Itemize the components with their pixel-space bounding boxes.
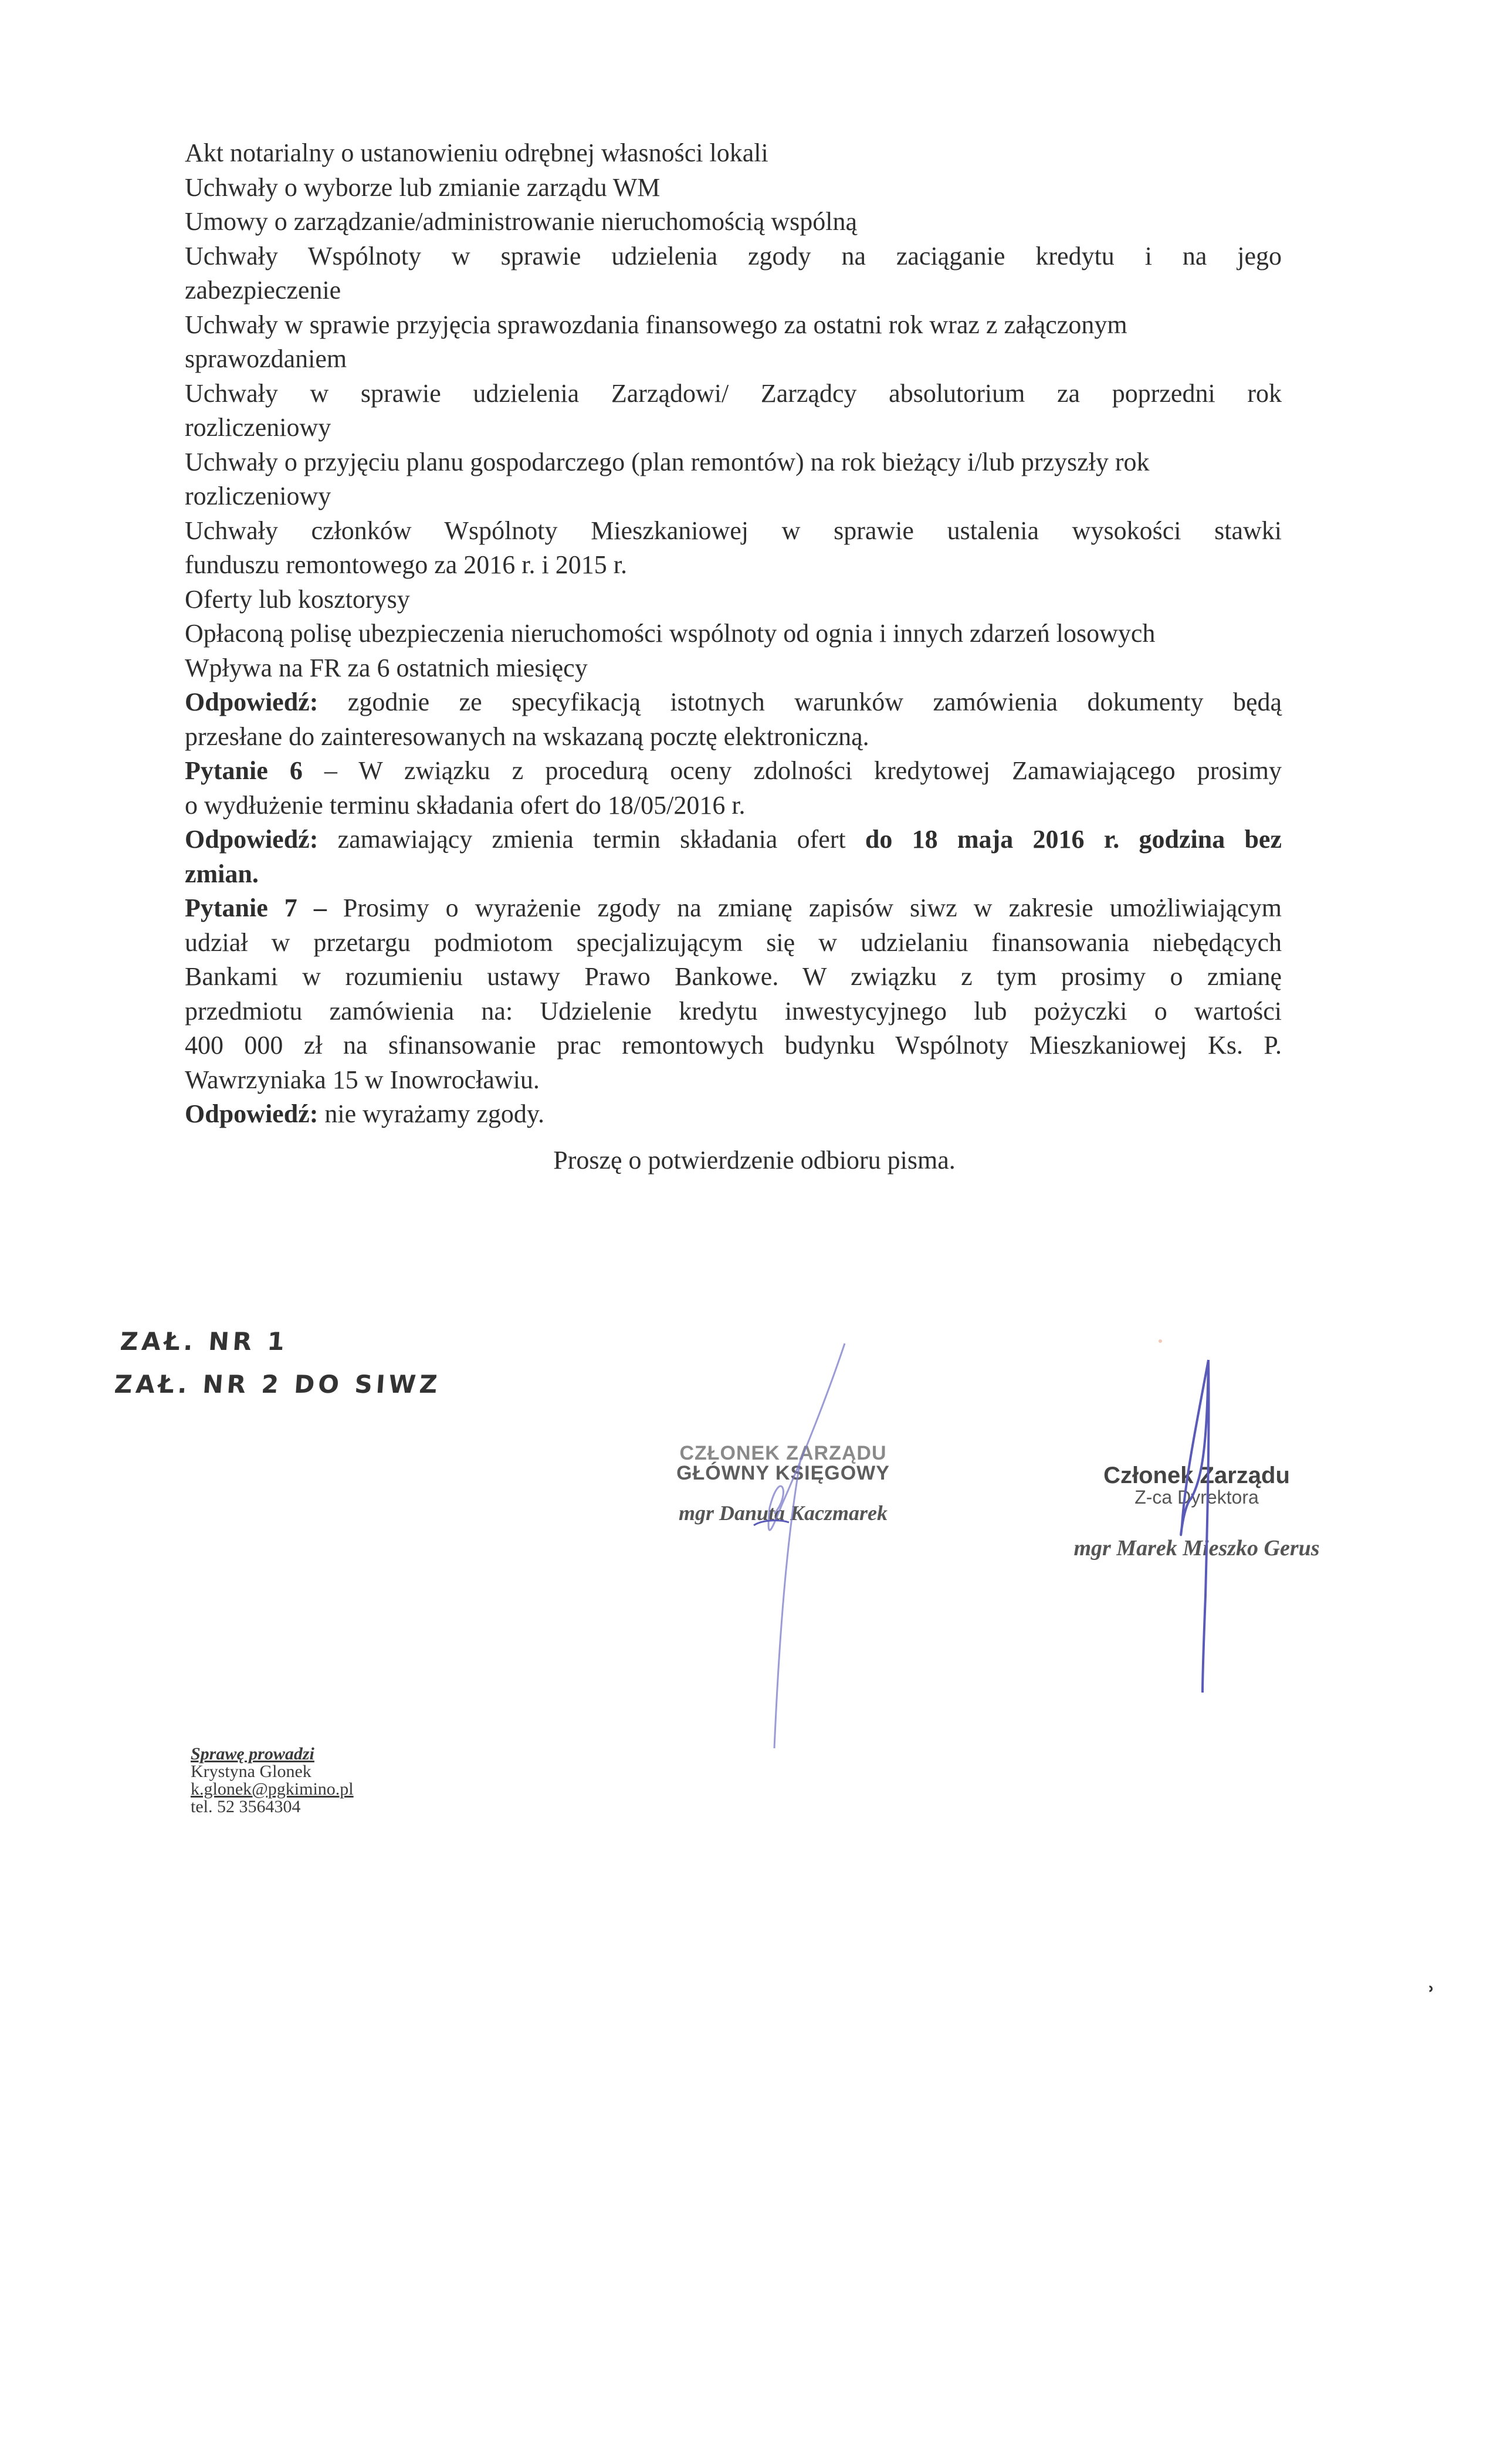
question-text: Prosimy o wyrażenie zgody na zmianę zapisów siwz w zakresie umożliwiającym [326, 893, 1282, 922]
stamp-title: CZŁONEK ZARZĄDU [679, 1442, 887, 1464]
question-7-line: Bankami w rozumieniu ustawy Prawo Bankowe. W związku z tym prosimy o zmianę [185, 962, 1282, 991]
answer-label: Odpowiedź: [185, 825, 319, 854]
requirement-item: Umowy o zarządzanie/administrowanie nieruchomością wspólną [185, 207, 858, 236]
closing-line [0, 1145, 1497, 1175]
answer-deadline: do 18 maja 2016 r. godzina bez [865, 825, 1282, 854]
requirement-item-continued: sprawozdaniem [185, 344, 347, 373]
requirement-item: Uchwały o przyjęciu planu gospodarczego (plan remontów) na rok bieżący i/lub przyszły rok [185, 447, 1150, 476]
stamp-subtitle: Z-ca Dyrektora [1134, 1487, 1259, 1508]
question-6 [185, 754, 1282, 788]
document-body [185, 136, 1282, 1132]
question-7-line: 400 000 zł na sfinansowanie prac remontowych budynku Wspólnoty Mieszkaniowej Ks. P. [185, 1031, 1282, 1060]
answer-5-continued: przesłane do zainteresowanych na wskazaną pocztę elektroniczną. [185, 722, 869, 751]
requirement-item-continued: funduszu remontowego za 2016 r. i 2015 r. [185, 550, 627, 579]
contact-name: Krystyna Glonek [191, 1762, 311, 1781]
requirement-item: Uchwały o wyborze lub zmianie zarządu WM [185, 172, 661, 202]
question-7-line: przedmiotu zamówienia na: Udzielenie kredytu inwestycyjnego lub pożyczki o wartości [185, 996, 1282, 1025]
question-7 [185, 891, 1282, 926]
requirement-item: Wpływa na FR za 6 ostatnich miesięcy [185, 653, 588, 682]
contact-phone: tel. 52 3564304 [191, 1797, 301, 1816]
requirement-item: Uchwały Wspólnoty w sprawie udzielenia zgody na zaciąganie kredytu i na jego [185, 241, 1282, 270]
handwritten-note: ZAŁ. NR 2 DO SIWZ [113, 1370, 442, 1399]
answer-text: zamawiający zmienia termin składania ofert [318, 825, 865, 854]
contact-title: Sprawę prowadzi [191, 1744, 314, 1764]
question-label: Pytanie 7 – [185, 893, 327, 922]
contact-email[interactable]: k.glonek@pgkimino.pl [191, 1779, 354, 1799]
question-6-continued: o wydłużenie terminu składania ofert do 18/05/2016 r. [185, 790, 746, 820]
requirement-item: Opłaconą polisę ubezpieczenia nieruchomości wspólnoty od ognia i innych zdarzeń losowych [185, 619, 1156, 648]
requirement-item: Uchwały w sprawie przyjęcia sprawozdania finansowego za ostatni rok wraz z załączonym [185, 310, 1127, 339]
requirement-item-continued: zabezpieczenie [185, 276, 341, 304]
stamp-title: Członek Zarządu [1103, 1463, 1290, 1488]
stamp-name: mgr Danuta Kaczmarek [678, 1501, 888, 1525]
question-text: – W związku z procedurą oceny zdolności kredytowej Zamawiającego prosimy [302, 756, 1282, 785]
requirement-item-continued: rozliczeniowy [185, 482, 331, 510]
requirement-item: Uchwały w sprawie udzielenia Zarządowi/ Zarządcy absolutorium za poprzedni rok [185, 378, 1282, 408]
answer-7 [185, 1097, 1282, 1132]
handwritten-note: ZAŁ. NR 1 [119, 1327, 289, 1356]
answer-6-continued: zmian. [185, 859, 259, 888]
answer-label: Odpowiedź: [185, 688, 319, 716]
stamp-subtitle: GŁÓWNY KSIĘGOWY [676, 1462, 890, 1484]
answer-text: nie wyrażamy zgody. [318, 1099, 545, 1128]
requirement-item-continued: rozliczeniowy [185, 413, 331, 442]
scan-speck [1159, 1339, 1162, 1343]
question-7-line: udział w przetargu podmiotom specjalizującym się w udzielaniu finansowania niebędących [185, 928, 1282, 957]
requirement-item: Uchwały członków Wspólnoty Mieszkaniowej w sprawie ustalenia wysokości stawki [185, 516, 1282, 545]
requirement-item: Oferty lub kosztorysy [185, 584, 410, 614]
contact-block [191, 1745, 354, 1816]
answer-5 [185, 685, 1282, 720]
answer-6 [185, 823, 1282, 857]
answer-label: Odpowiedź: [185, 1099, 319, 1128]
requirement-item: Akt notarialny o ustanowieniu odrębnej własności lokali [185, 138, 768, 167]
corner-mark: ʾ [1427, 1982, 1435, 2009]
question-label: Pytanie 6 [185, 756, 303, 785]
stamp-name: mgr Marek Mieszko Gerus [1073, 1536, 1320, 1561]
stamp-deputy-director [1050, 1464, 1343, 1561]
closing-text: Proszę o potwierdzenie odbioru pisma. [553, 1146, 956, 1175]
stamp-chief-accountant [657, 1443, 909, 1525]
signature-left [768, 1343, 845, 1748]
question-7-line: Wawrzyniaka 15 w Inowrocławiu. [185, 1065, 540, 1094]
answer-text: zgodnie ze specyfikacją istotnych warunków zamówienia dokumenty będą [318, 688, 1282, 716]
